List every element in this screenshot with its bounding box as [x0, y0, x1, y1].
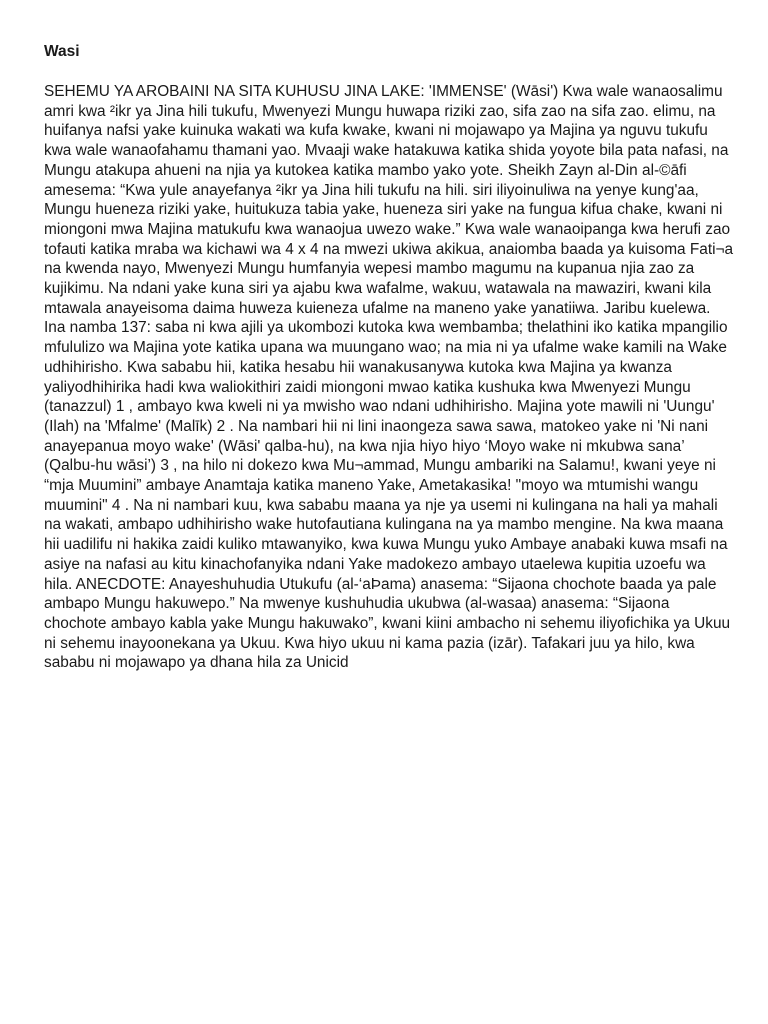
- document-body: SEHEMU YA AROBAINI NA SITA KUHUSU JINA LAKE: 'IMMENSE' (Wāsi') Kwa wale wanaosalimu amri kwa ²ikr ya Jina hili tukufu, Mwenyezi Mungu huwapa riziki zao, sifa zao na sifa zao. elimu, na huifanya nafsi yake kuinuka wakati wa kufa kwake, kwani ni mojawapo ya Majina ya nguvu tukufu kwa wale wanaofahamu thamani yao. Mvaaji wake hatakuwa katika shida yoyote bila pata nafasi, na Mungu atakupa ahueni na njia ya kutokea katika mambo yako yote. Sheikh Zayn al-Din al-©āfi amesema: “Kwa yule anayefanya ²ikr ya Jina hili tukufu na hili. siri iliyoinuliwa na yenye kung'aa, Mungu hueneza riziki yake, huitukuza tabia yake, hueneza siri yake na fungua kifua chake, kwani ni miongoni mwa Majina matukufu kwa wanaojua uwezo wake.” Kwa wale wanaoipanga kwa herufi zao tofauti katika mraba wa kichawi wa 4 x 4 na mwezi ukiwa akikua, anaiomba baada ya kuisoma Fati¬a na kwenda nayo, Mwenyezi Mungu humfanyia wepesi mambo magumu na kupanua njia zao za kujikimu. Na ndani yake kuna siri ya ajabu kwa wafalme, wakuu, watawala na mawaziri, kwani kila mtawala anayeisoma daima huweza kuieneza ufalme na maneno yake yanatiiwa. Jaribu kuelewa. Ina namba 137: saba ni kwa ajili ya ukombozi kutoka kwa wembamba; thelathini iko katika mpangilio mfululizo wa Majina yote katika upana wa muungano wao; na mia ni ya ufalme wake kamili na Wake udhihirisho. Kwa sababu hii, katika hesabu hii wanakusanywa kutoka kwa Majina ya kwanza yaliyodhihirika hadi kwa waliokithiri zaidi miongoni mwao katika kushuka kwa Mwenyezi Mungu (tanazzul) 1 , ambayo kwa kweli ni ya mwisho wao ndani udhihirisho. Majina yote mawili ni 'Uungu' (Ilah) na 'Mfalme' (Malīk) 2 . Na nambari hii ni lini inaongeza sawa sawa, matokeo yake ni 'Ni nani anayepanua moyo wake' (Wāsi' qalba-hu), na kwa njia hiyo hiyo ‘Moyo wake ni mkubwa sana’ (Qalbu-hu wāsi’) 3 , na hilo ni dokezo kwa Mu¬ammad, Mungu ambariki na Salamu!, kwani yeye ni “mja Muumini” ambaye Anamtaja katika maneno Yake, Ametakasika! "moyo wa mtumishi wangu muumini" 4 . Na ni nambari kuu, kwa sababu maana ya nje ya usemi ni kulingana na hali ya mahali na wakati, ambapo udhihirisho wake hutofautiana kulingana na ya mambo mengine. Na kwa maana hii uadilifu ni hakika zaidi kuliko mtawanyiko, kwa kuwa Mungu yuko Ambaye anabaki kuwa msafi na asiye na nafasi au kitu kinachofanyika ndani Yake madokezo ambayo utaelewa kupitia uzoefu wa hila. ANECDOTE: Anayeshuhudia Utukufu (al-‘aÞama) anasema: “Sijaona chochote baada ya pale ambapo Mungu hakuwepo.” Na mwenye kushuhudia ukubwa (al-wasaa) anasema: “Sijaona chochote ambayo kabla yake Mungu hakuwako”, kwani kiini ambacho ni sehemu iliyofichika ya Ukuu ni sehemu inayoonekana ya Ukuu. Kwa hiyo ukuu ni kama pazia (izār). Tafakari juu ya hilo, kwa sababu ni mojawapo ya dhana hila za Unicid: [44, 83, 734, 672]
- document-page: [44, 42, 734, 673]
- document-title: Wasi: [44, 43, 80, 60]
